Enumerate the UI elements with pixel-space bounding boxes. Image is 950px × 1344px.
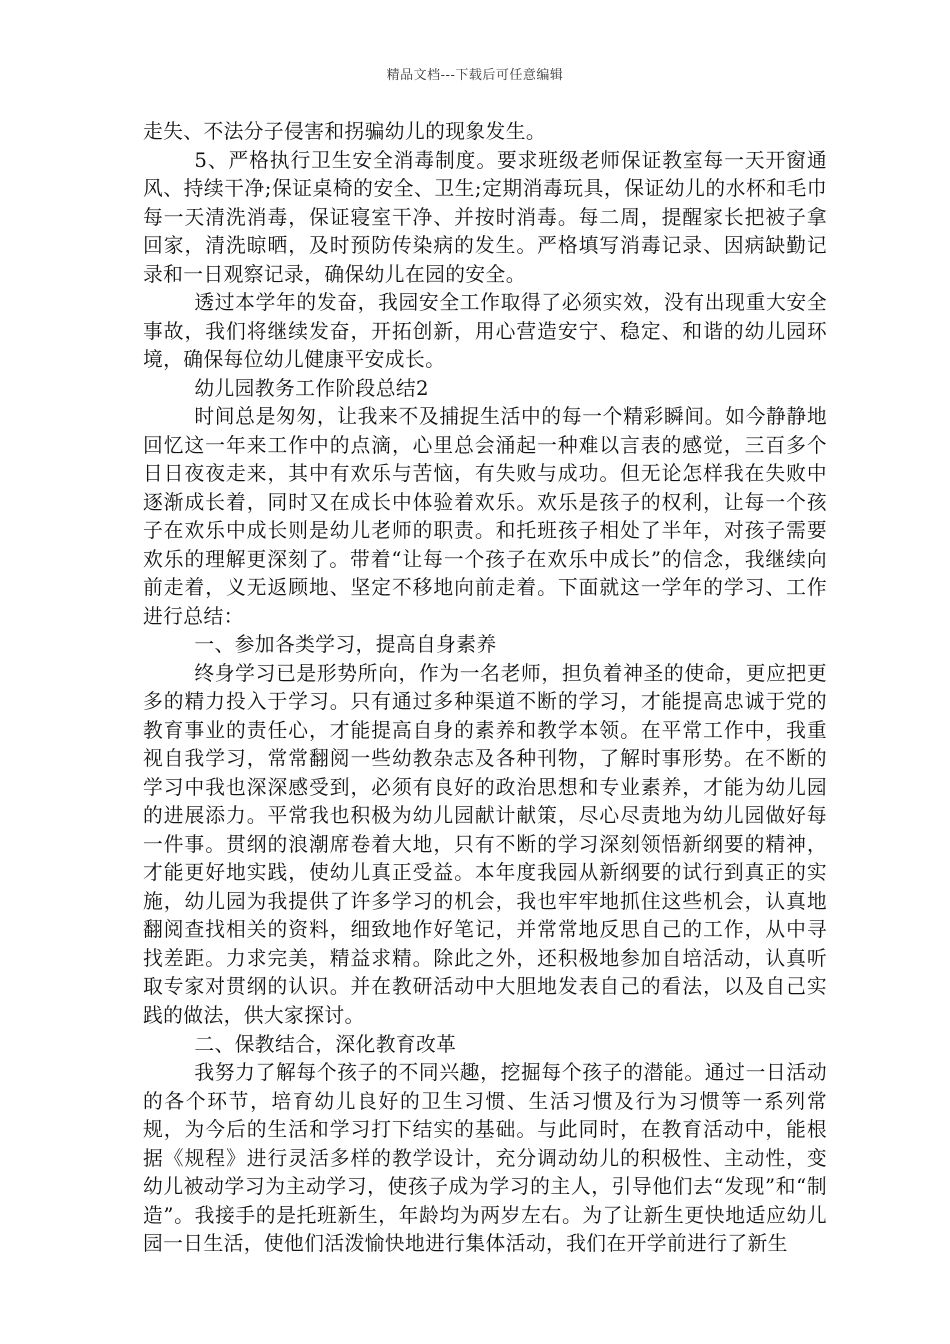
paragraph: 5、严格执行卫生安全消毒制度。要求班级老师保证教室每一天开窗通风、持续干净;保证桌椅的安全、卫生;定期消毒玩具，保证幼儿的水杯和毛巾每一天清洗消毒，保证寝室干净、并按时消毒。每二周，提醒家长把被子拿回家，清洗晾晒，及时预防传染病的发生。严格填写消毒记录、因病缺勤记录和一日观察记录，确保幼儿在园的安全。 [143, 148, 827, 286]
section-heading: 二、保教结合，深化教育改革 [194, 1032, 457, 1056]
paragraph: 时间总是匆匆，让我来不及捕捉生活中的每一个精彩瞬间。如今静静地回忆这一年来工作中的点滴，心里总会涌起一种难以言表的感觉，三百多个日日夜夜走来，其中有欢乐与苦恼，有失败与成功。但无论怎样我在失败中逐渐成长着，同时又在成长中体验着欢乐。欢乐是孩子的权利，让每一个孩子在欢乐中成长则是幼儿老师的职责。和托班孩子相处了半年，对孩子需要欢乐的理解更深刻了。带着“让每一个孩子在欢乐中成长”的信念，我继续向前走着，义无返顾地、坚定不移地向前走着。下面就这一学年的学习、工作进行总结： [143, 405, 827, 628]
paragraph: 透过本学年的发奋，我园安全工作取得了必须实效，没有出现重大安全事故，我们将继续发奋，开拓创新，用心营造安宁、稳定、和谐的幼儿园环境，确保每位幼儿健康平安成长。 [143, 291, 827, 372]
document-body [143, 118, 827, 1259]
paragraph: 我努力了解每个孩子的不同兴趣，挖掘每个孩子的潜能。通过一日活动的各个环节，培育幼儿良好的卫生习惯、生活习惯及行为习惯等一系列常规，为今后的生活和学习打下结实的基础。与此同时，在教育活动中，能根据《规程》进行灵活多样的教学设计，充分调动幼儿的积极性、主动性，变幼儿被动学习为主动学习，使孩子成为学习的主人，引导他们去“发现”和“制造”。我接手的是托班新生，年龄均为两岁左右。为了让新生更快地适应幼儿园一日生活，使他们活泼愉快地进行集体活动，我们在开学前进行了新生 [143, 1061, 827, 1256]
page-header: 精品文档---下载后可任意编辑 [386, 68, 564, 83]
paragraph: 走失、不法分子侵害和拐骗幼儿的现象发生。 [143, 120, 547, 143]
paragraph: 终身学习已是形势所向，作为一名老师，担负着神圣的使命，更应把更多的精力投入于学习。只有通过多种渠道不断的学习，才能提高忠诚于党的教育事业的责任心，才能提高自身的素养和教学本领。在平常工作中，我重视自我学习，常常翻阅一些幼教杂志及各种刊物，了解时事形势。在不断的学习中我也深深感受到，必须有良好的政治思想和专业素养，才能为幼儿园的进展添力。平常我也积极为幼儿园献计献策，尽心尽责地为幼儿园做好每一件事。贯纲的浪潮席卷着大地，只有不断的学习深刻领悟新纲要的精神，才能更好地实践，使幼儿真正受益。本年度我园从新纲要的试行到真正的实施，幼儿园为我提供了许多学习的机会，我也牢牢地抓住这些机会，认真地翻阅查找相关的资料，细致地作好笔记，并常常地反思自己的工作，从中寻找差距。力求完美，精益求精。除此之外，还积极地参加自培活动，认真听取专家对贯纲的认识。并在教研活动中大胆地发表自己的看法，以及自己实践的做法，供大家探讨。 [143, 661, 827, 1027]
section-heading: 幼儿园教务工作阶段总结2 [194, 376, 429, 400]
section-heading: 一、参加各类学习，提高自身素养 [194, 633, 497, 657]
